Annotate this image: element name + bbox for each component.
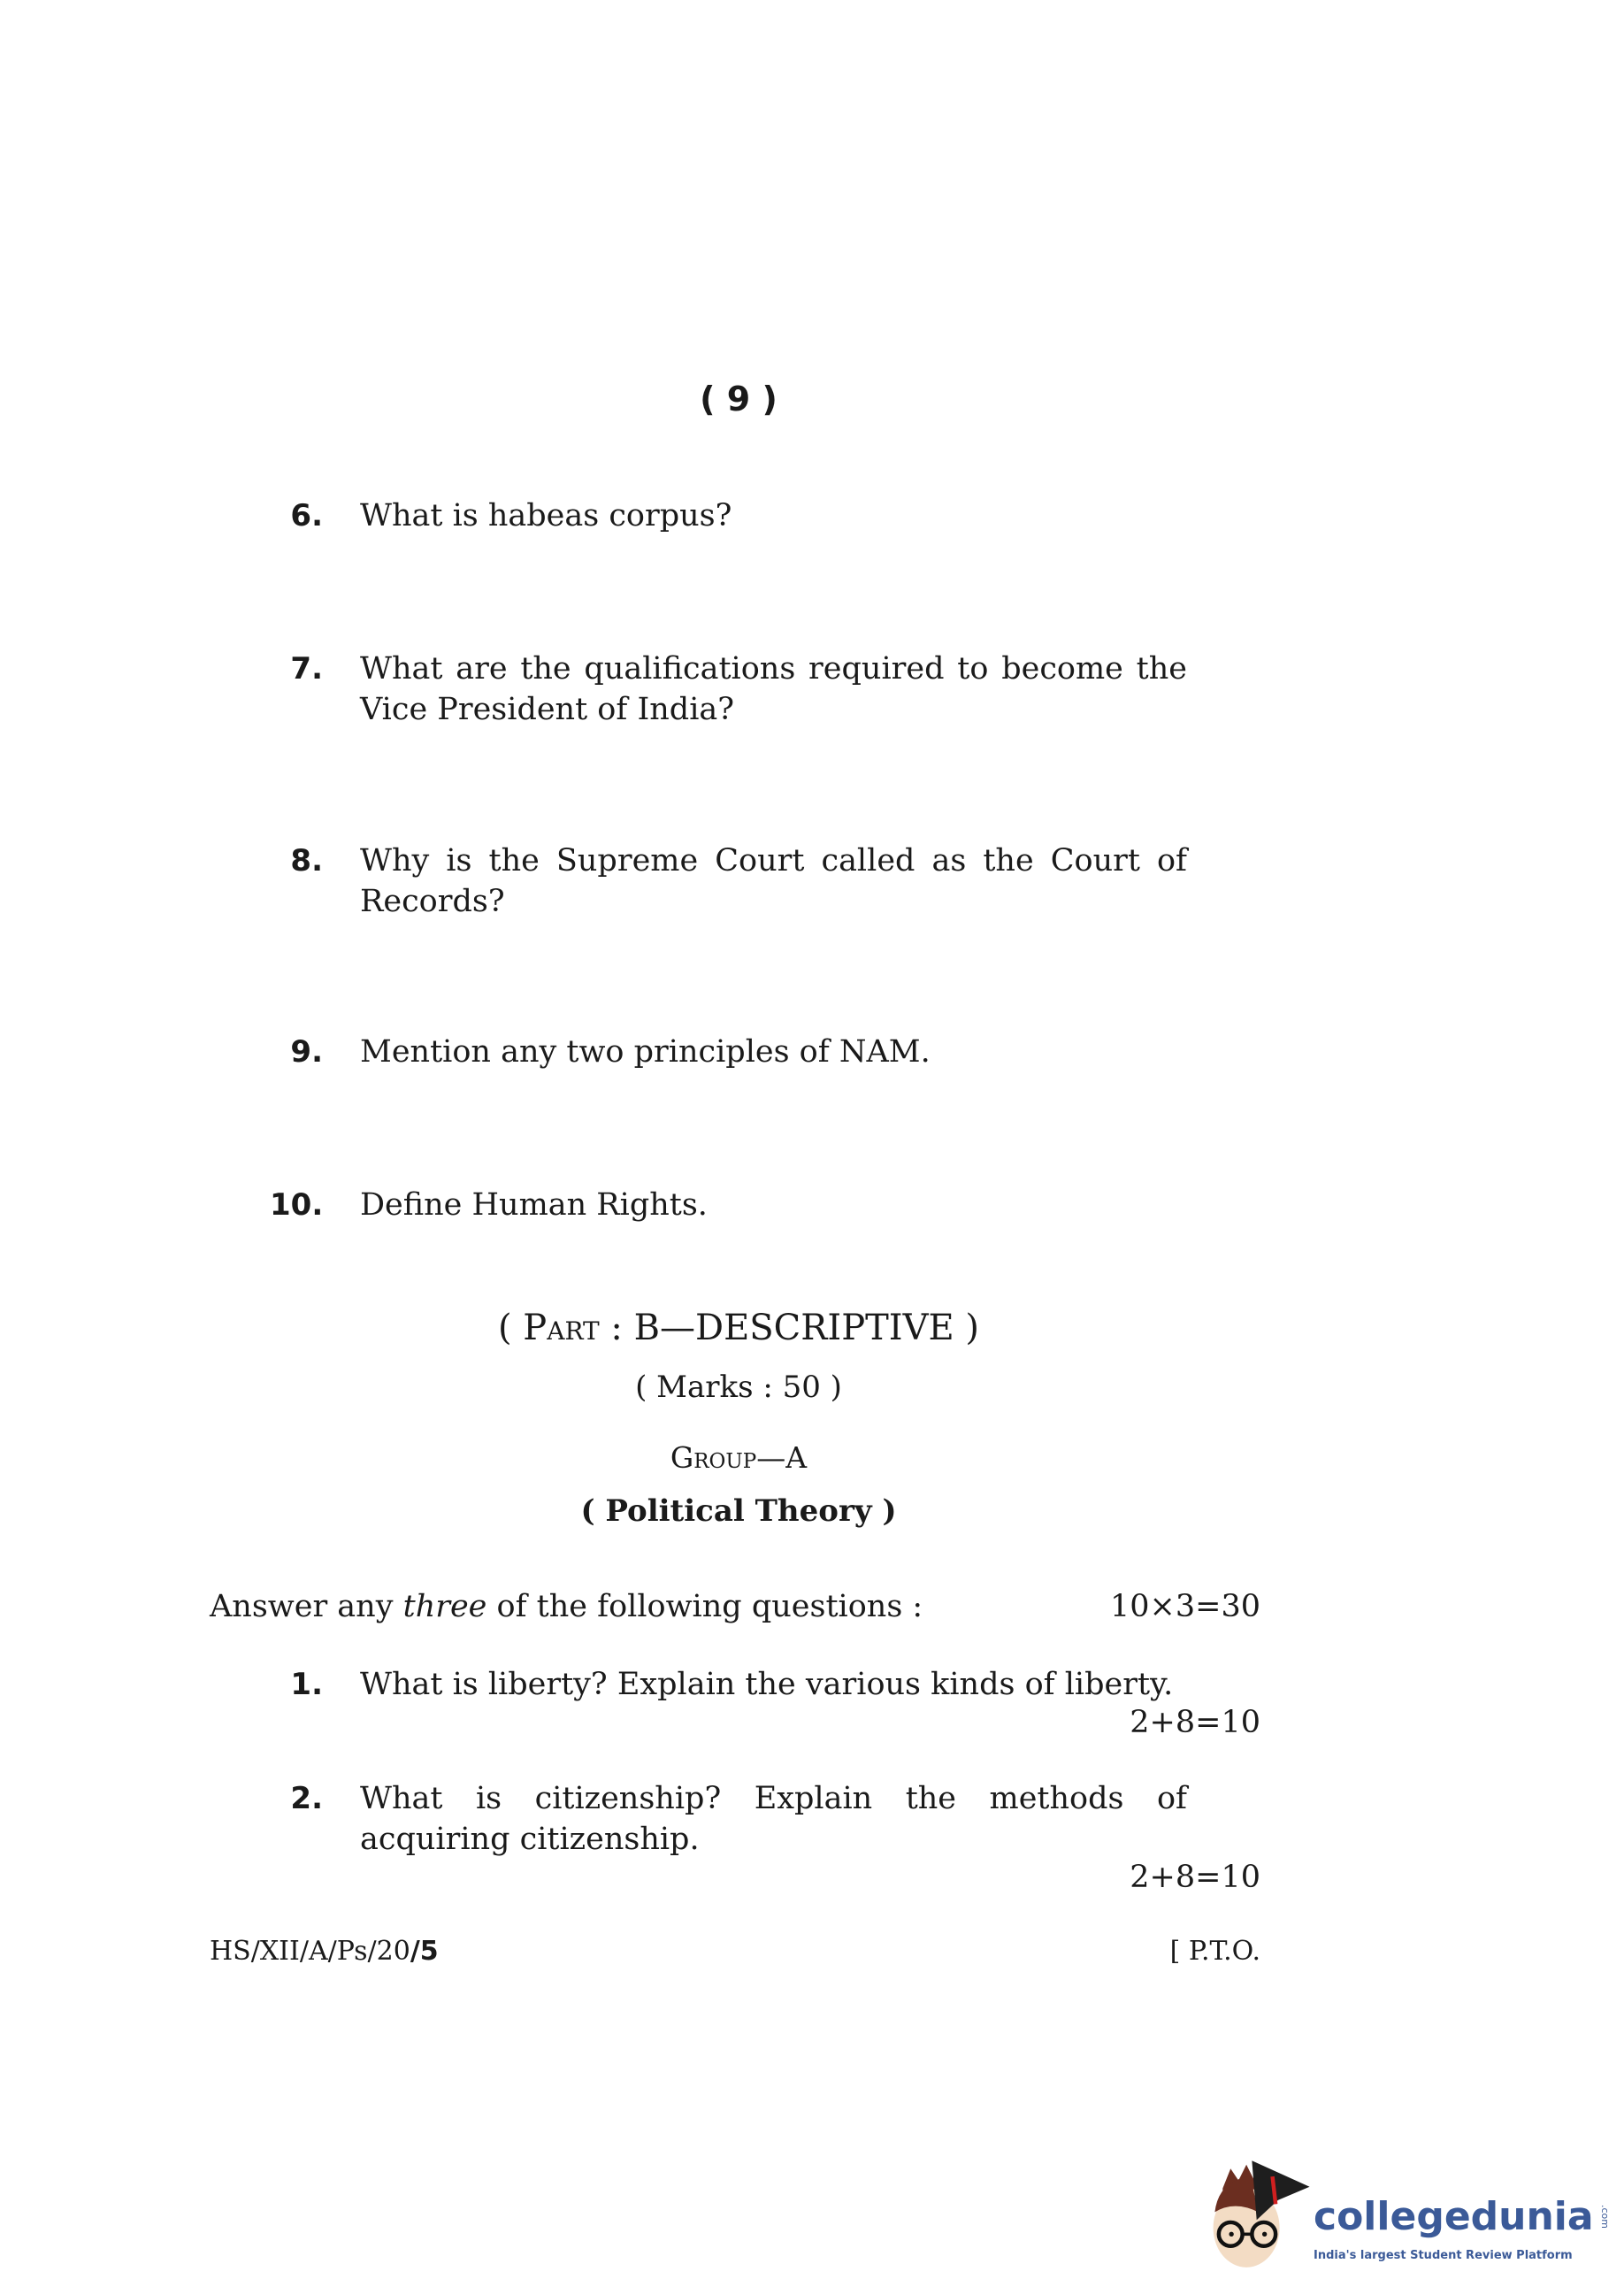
instruction-text: Answer any <box>210 1589 403 1624</box>
question-number: 9. <box>290 1034 323 1070</box>
question-marks: 2+8=10 <box>1130 1705 1260 1740</box>
question-number: 8. <box>290 843 323 879</box>
question-text: Why is the Supreme Court called as the Court of Records? <box>360 843 1187 919</box>
part-b-heading: ( Part : B—DESCRIPTIVE ) <box>497 1308 980 1348</box>
question-number: 2. <box>290 1781 323 1816</box>
instruction-text-end: of the following questions : <box>486 1589 923 1624</box>
instruction-marks: 10×3=30 <box>1110 1589 1260 1624</box>
brand-tld: .com <box>1599 2205 1611 2229</box>
footer-pto: [ P.T.O. <box>1169 1936 1260 1967</box>
brand-tagline: India's largest Student Review Platform <box>1314 2249 1573 2262</box>
question-text: What is liberty? Explain the various kinds of liberty. <box>360 1667 1174 1702</box>
question-number: 10. <box>270 1187 324 1223</box>
brand-name: collegedunia <box>1314 2194 1594 2239</box>
instruction-emphasis: three <box>402 1589 487 1624</box>
part-b-marks: ( Marks : 50 ) <box>635 1370 842 1405</box>
page-number: ( 9 ) <box>700 380 778 418</box>
question-text: Mention any two principles of NAM. <box>360 1034 931 1070</box>
subject-heading: ( Political Theory ) <box>580 1493 897 1529</box>
question-text: What is citizenship? Explain the methods of acquiring citizenship. <box>360 1781 1187 1857</box>
question-text: Define Human Rights. <box>360 1187 708 1223</box>
footer-code-text: HS/XII/A/Ps/20 <box>210 1936 410 1967</box>
question-text: What are the qualifications required to become the Vice President of India? <box>360 651 1187 727</box>
question-text: What is habeas corpus? <box>360 498 732 533</box>
question-number: 6. <box>290 498 323 533</box>
footer-code-bold: /5 <box>410 1936 439 1967</box>
question-marks: 2+8=10 <box>1130 1860 1260 1895</box>
instruction <box>210 1586 923 1627</box>
student-mascot-icon <box>1203 2150 1314 2279</box>
group-heading: Group—A <box>670 1440 808 1475</box>
question-number: 7. <box>290 651 323 687</box>
collegedunia-watermark <box>1203 2150 1619 2279</box>
question-number: 1. <box>290 1667 323 1702</box>
footer-code <box>210 1936 439 1967</box>
